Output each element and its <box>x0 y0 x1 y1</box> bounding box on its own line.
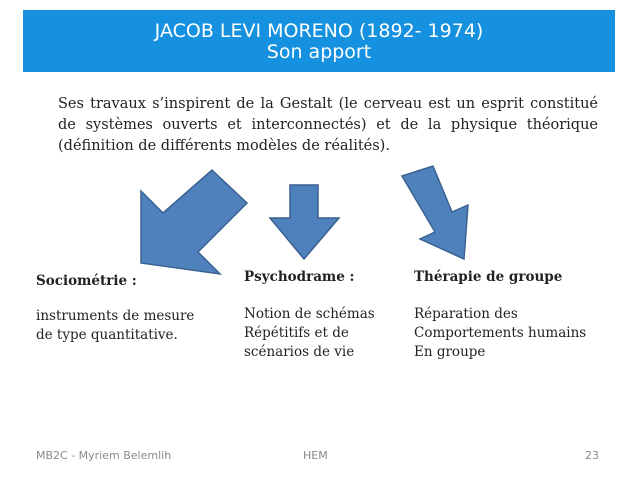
column-therapie-de-groupe <box>414 268 614 362</box>
arrow-down-right-icon <box>402 166 468 259</box>
column-line: Répétitifs et de <box>244 325 349 341</box>
column-sociometrie <box>36 272 216 345</box>
page-number: 23 <box>585 449 599 462</box>
column-line: Notion de schémas <box>244 306 375 322</box>
slide-subtitle: Son apport <box>266 41 372 63</box>
column-line: En groupe <box>414 344 486 360</box>
footer-author: MB2C - Myriem Belemlih <box>36 449 172 462</box>
slide-title: JACOB LEVI MORENO (1892- 1974) <box>154 20 484 42</box>
column-heading: Psychodrame : <box>244 269 355 285</box>
column-heading: Thérapie de groupe <box>414 269 563 285</box>
footer-center: HEM <box>303 449 328 462</box>
arrow-down-left-icon <box>141 170 247 274</box>
column-psychodrame <box>244 268 414 362</box>
column-line: instruments de mesure <box>36 308 195 324</box>
intro-paragraph: Ses travaux s’inspirent de la Gestalt (le cerveau est un esprit constitué de systèmes ouverts et interconnectés) et de la physique théorique (définition de différents modèles de réalités). <box>58 96 598 154</box>
arrow-down-icon <box>270 185 339 259</box>
column-heading: Sociométrie : <box>36 273 137 289</box>
column-line: scénarios de vie <box>244 344 355 360</box>
column-line: Réparation des <box>414 306 518 322</box>
column-line: de type quantitative. <box>36 327 178 343</box>
column-line: Comportements humains <box>414 325 587 341</box>
